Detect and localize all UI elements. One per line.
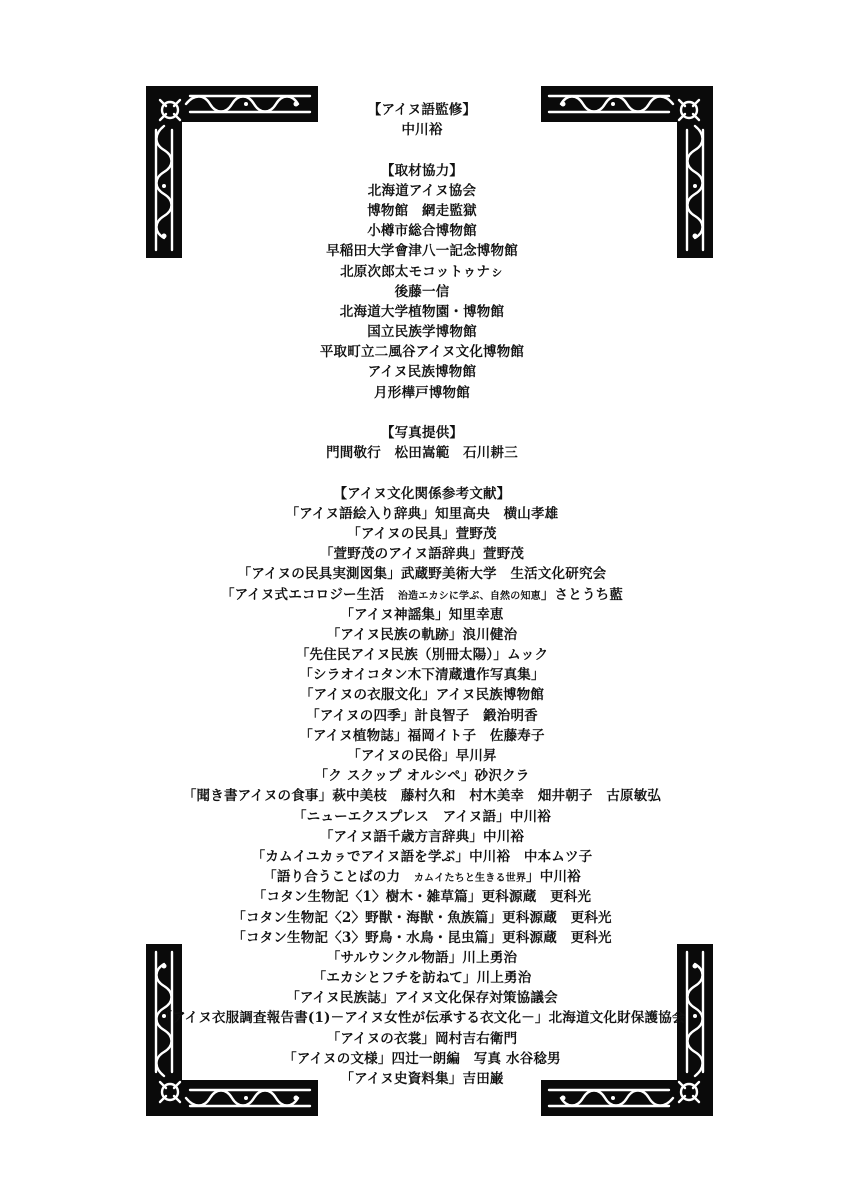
credit-line: 小樽市総合博物館 — [367, 223, 477, 240]
credit-line: 博物館 網走監獄 — [367, 202, 477, 219]
section-spacer — [150, 463, 694, 483]
reference-line-ecology — [150, 585, 694, 605]
credit-line: 北海道大学植物園・博物館 — [339, 303, 505, 320]
reference-author-part: 」さとうち藍 — [540, 586, 624, 603]
credit-line: 中川裕 — [401, 122, 443, 139]
reference-line-kataru — [150, 867, 694, 887]
credit-line: 早稲田大学會津八一記念博物館 — [326, 243, 518, 260]
section-heading-supervision: 【アイヌ語監修】 — [367, 102, 477, 118]
reference-line: 「アイヌ語千歳方言辞典」中川裕 — [319, 828, 525, 845]
reference-line: 「カムイユカㇻでアイヌ語を学ぶ」中川裕 中本ムツ子 — [251, 848, 593, 865]
section-heading-photos: 【写真提供】 — [380, 425, 464, 441]
reference-line: 「アイヌ植物誌」福岡イト子 佐藤寿子 — [299, 727, 545, 744]
reference-line: 「コタン生物記〈1〉樹木・雑草篇」更科源蔵 更科光 — [252, 889, 592, 906]
reference-line: 「シラオイコタン木下清蔵遺作写真集」 — [299, 667, 545, 684]
reference-title-part: 「アイヌ式エコロジー生活 — [220, 586, 398, 603]
credit-line: アイヌ民族博物館 — [367, 364, 477, 381]
reference-line: 「アイヌ民族の軌跡」浪川健治 — [326, 626, 518, 643]
reference-line: 「ニューエクスプレス アイヌ語」中川裕 — [292, 808, 551, 825]
credit-line: 門間敬行 松田嵩範 石川耕三 — [326, 445, 518, 462]
reference-line: 「サルウンクル物語」川上勇治 — [326, 949, 518, 966]
reference-line: 「萱野茂のアイヌ語辞典」萱野茂 — [319, 546, 525, 563]
reference-line: 「アイヌ神謡集」知里幸恵 — [340, 606, 504, 623]
reference-line: 「アイヌの文様」四辻一朗編 写真 水谷稔男 — [283, 1050, 561, 1067]
reference-subtitle-small: カムイたちと生きる世界 — [413, 873, 527, 885]
reference-line: 「アイヌの民具」萱野茂 — [347, 525, 497, 542]
reference-author-part: 」中川裕 — [526, 869, 581, 886]
reference-line: 「アイヌの衣裳」岡村吉右衛門 — [326, 1030, 518, 1047]
reference-line: 「アイヌの民具実測図集」武蔵野美術大学 生活文化研究会 — [237, 566, 607, 583]
reference-line: 「アイヌ史資料集」吉田巌 — [340, 1071, 504, 1087]
section-spacer — [150, 140, 694, 160]
reference-line: 「エカシとフチを訪ねて」川上勇治 — [312, 970, 532, 987]
reference-line: 「聞き書アイヌの食事」萩中美枝 藤村久和 村木美幸 畑井朝子 古原敏弘 — [182, 788, 662, 805]
reference-line: 「ク スクップ オルシペ」砂沢クラ — [314, 768, 530, 785]
reference-line: 「アイヌの衣服文化」アイヌ民族博物館 — [299, 687, 545, 704]
section-spacer — [150, 403, 694, 423]
reference-line: 「アイヌの四季」計良智子 鍛治明香 — [306, 707, 538, 724]
reference-line: 「コタン生物記〈2〉野獣・海獣・魚族篇」更科源蔵 更科光 — [232, 909, 612, 926]
section-heading-cooperation: 【取材協力】 — [380, 162, 464, 179]
reference-line: 「アイヌ衣服調査報告書(1)－アイヌ女性が伝承する衣文化－」北海道文化財保護協会 — [158, 1010, 686, 1027]
reference-line: 「コタン生物記〈3〉野鳥・水鳥・昆虫篇」更科源蔵 更科光 — [232, 929, 612, 946]
credit-line: 北海道アイヌ協会 — [367, 182, 477, 199]
reference-title-part: 「語り合うことばの力 — [263, 869, 414, 886]
credit-line: 北原次郎太モコットゥナㇱ — [340, 263, 504, 280]
reference-line: 「アイヌ民族誌」アイヌ文化保存対策協議会 — [286, 990, 558, 1007]
credit-line: 後藤一信 — [394, 283, 450, 300]
credit-line: 月形樺戸博物館 — [374, 384, 470, 401]
reference-line: 「アイヌ語絵入り辞典」知里高央 横山孝雄 — [285, 505, 559, 522]
credit-line: 平取町立二風谷アイヌ文化博物館 — [319, 344, 525, 361]
section-heading-references: 【アイヌ文化関係参考文献】 — [333, 485, 511, 502]
credit-line: 国立民族学博物館 — [367, 324, 477, 341]
reference-line: 「アイヌの民俗」早川昇 — [347, 748, 497, 764]
reference-subtitle-small: 治造エカシに学ぶ、自然の知恵 — [397, 590, 541, 602]
reference-line: 「先住民アイヌ民族（別冊太陽）」ムック — [295, 647, 549, 664]
credits-list — [150, 100, 694, 1089]
